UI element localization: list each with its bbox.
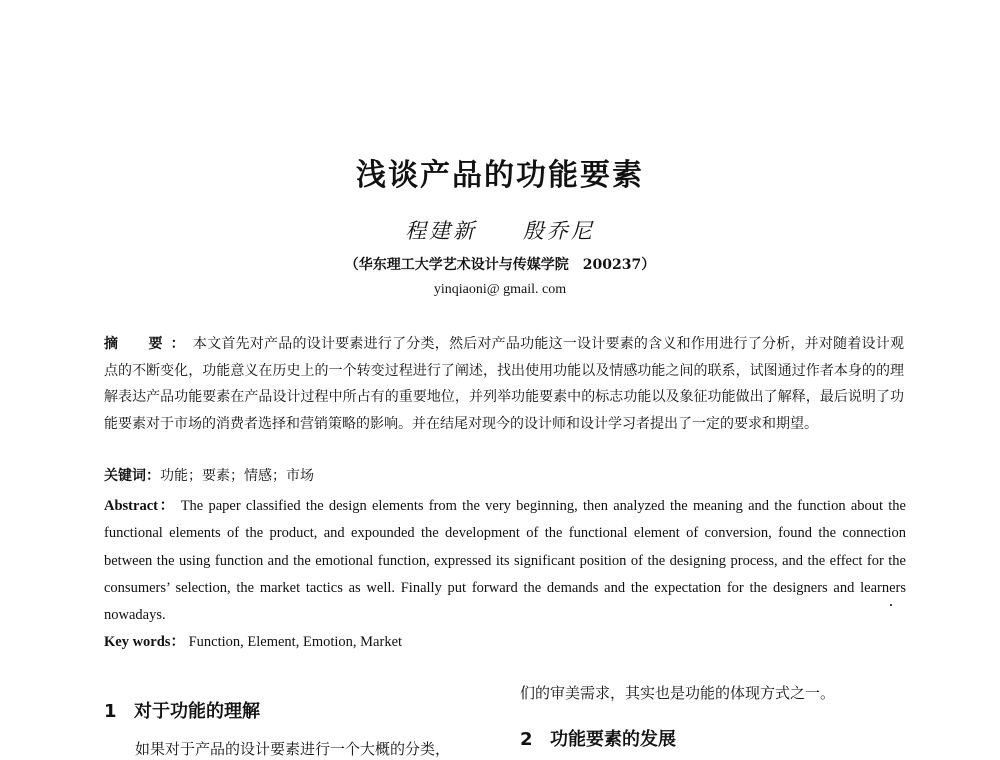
keywords-chinese-text: 功能；要素；情感；市场 — [160, 468, 314, 484]
section-number: 1 — [104, 701, 117, 722]
author-name: 程建新 — [405, 219, 478, 243]
body-text-line: 们的审美需求，其实也是功能的体现方式之一。 — [520, 684, 836, 702]
author-name: 殷乔尼 — [522, 219, 595, 243]
abstract-english-label: Abstract： — [104, 498, 176, 514]
abstract-english — [104, 493, 906, 629]
author-affiliation: （华东理工大学艺术设计与传媒学院 200237） — [344, 257, 656, 273]
keywords-english-label: Key words： — [104, 634, 185, 650]
section-number: 2 — [520, 729, 533, 750]
body-text-line: 如果对于产品的设计要素进行一个大概的分类， — [135, 740, 451, 758]
keywords-chinese-label: 关键词： — [104, 468, 160, 484]
keywords-english — [104, 630, 402, 651]
abstract-chinese-text: 本文首先对产品的设计要素进行了分类，然后对产品功能这一设计要素的含义和作用进行了分析，并对随着设计观点的不断变化，功能意义在历史上的一个转变过程进行了阐述，找出使用功能以及情感功能之间的联系，试图通过作者本身的的理解表达产品功能要素在产品设计过程中所占有的重要地位，并列举功能要素中的标志功能以及象征功能做出了解释，最后说明了功能要素对于市场的消费者选择和营销策略的影响。并在结尾对现今的设计师和设计学习者提出了一定的要求和期望。 — [104, 336, 904, 432]
keywords-chinese — [104, 465, 314, 485]
section-heading-2 — [520, 725, 676, 751]
abstract-chinese-label: 摘 要： — [104, 336, 193, 352]
keywords-english-text: Function, Element, Emotion, Market — [188, 634, 403, 650]
author-list — [0, 215, 1000, 245]
speck-mark — [890, 604, 892, 606]
abstract-chinese — [104, 331, 904, 437]
abstract-english-text: The paper classified the design elements from the very beginning, then analyzed the meaning and the function about the functional elements of the product, and expounded the development of the functional element of conversion, found the connection between the using function and the emotional function, expressed its significant position of the designing process, and the effect for the consumers’ selection, the market tactics as well. Finally put forward the demands and the expectation for the designers and learners nowadays. — [104, 498, 906, 624]
paper-title: 浅谈产品的功能要素 — [356, 158, 644, 193]
section-title: 功能要素的发展 — [550, 729, 676, 750]
author-email: yinqiaoni@ gmail. com — [433, 282, 567, 297]
section-title: 对于功能的理解 — [134, 701, 260, 722]
section-heading-1 — [104, 697, 260, 723]
